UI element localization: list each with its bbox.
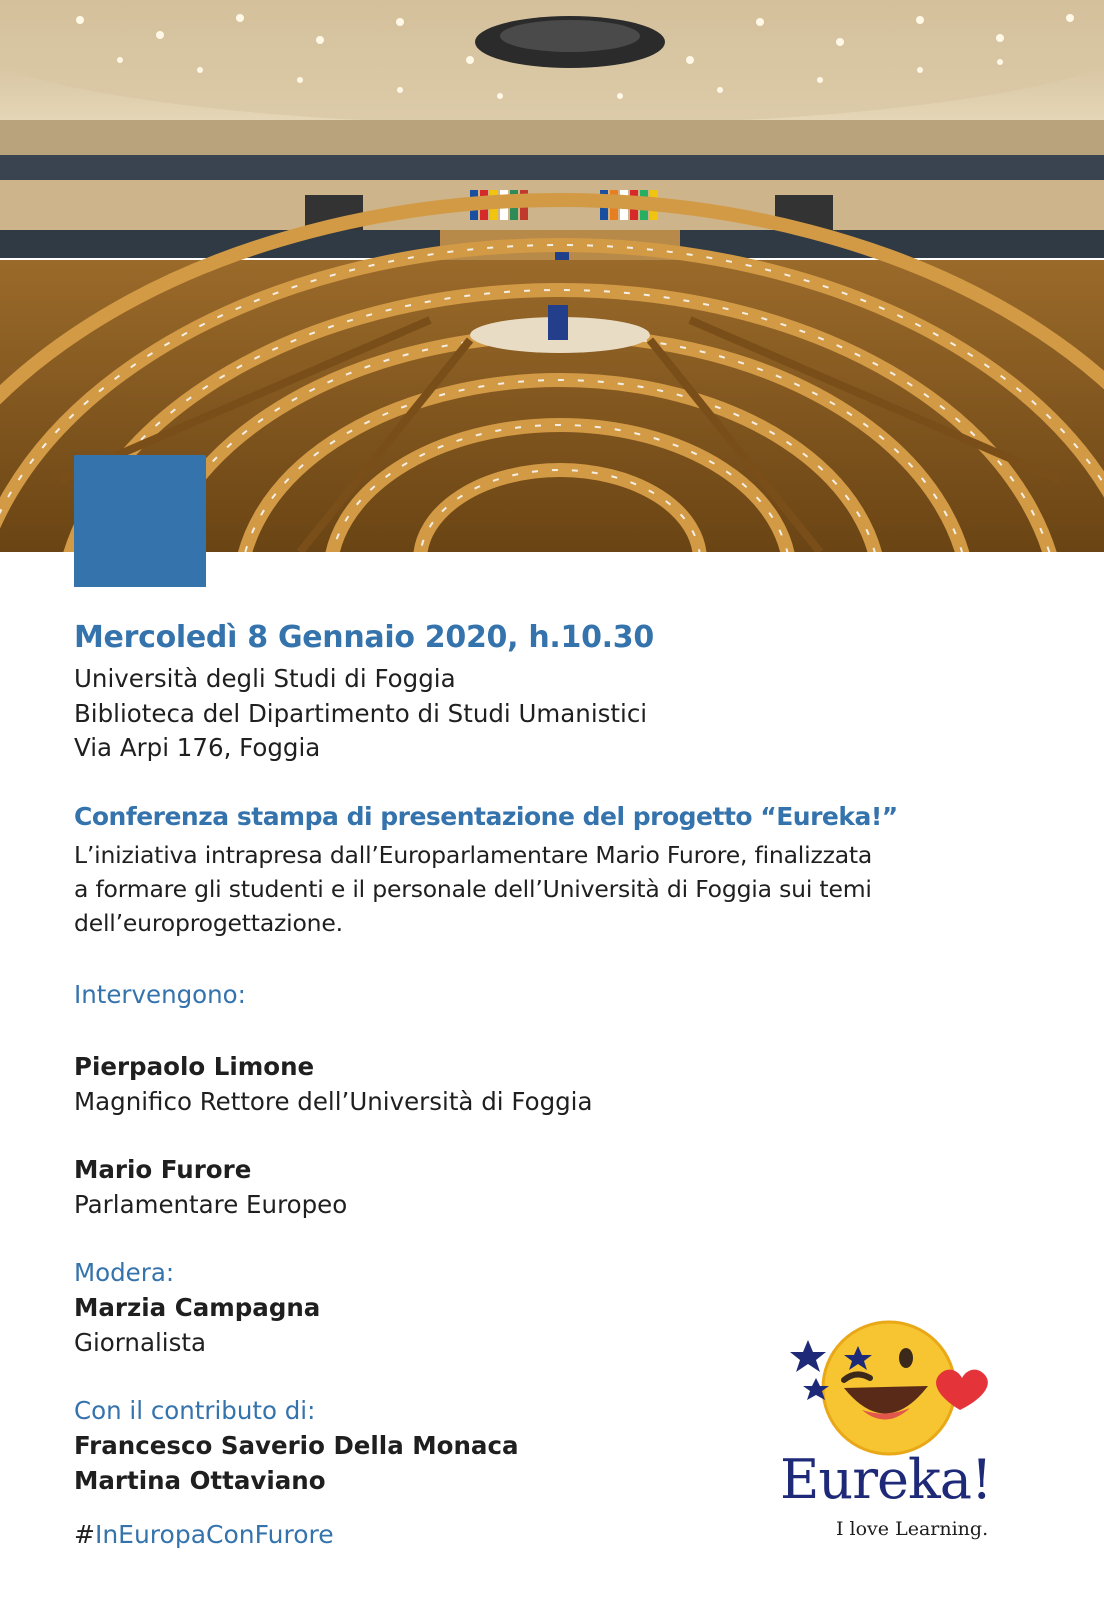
speakers-label: Intervengono: <box>74 980 246 1009</box>
description-line: a formare gli studenti e il personale dell’Università di Foggia sui temi <box>74 875 872 903</box>
address-line: Biblioteca del Dipartimento di Studi Umanistici <box>74 698 648 728</box>
speaker-name: Mario Furore <box>74 1155 252 1184</box>
event-address <box>74 662 647 766</box>
contributor-name: Francesco Saverio Della Monaca <box>74 1431 519 1460</box>
smiley-face-icon <box>823 1322 955 1454</box>
event-date-time: Mercoledì 8 Gennaio 2020, h.10.30 <box>74 620 654 655</box>
contributors-label: Con il contributo di: <box>74 1396 316 1425</box>
eureka-wordmark: Eureka! <box>780 1448 992 1511</box>
contributor-name: Martina Ottaviano <box>74 1466 326 1495</box>
moderator-label: Modera: <box>74 1258 175 1287</box>
speaker-role: Magnifico Rettore dell’Università di Foggia <box>74 1087 593 1116</box>
hashtag <box>74 1520 334 1549</box>
hashtag-mark: # <box>74 1520 95 1549</box>
description-line: L’iniziativa intrapresa dall’Europarlamentare Mario Furore, finalizzata <box>74 841 873 869</box>
conference-description <box>74 838 872 940</box>
address-line: Via Arpi 176, Foggia <box>74 733 321 762</box>
accent-square <box>74 455 206 587</box>
address-line: Università degli Studi di Foggia <box>74 664 456 693</box>
moderator-role: Giornalista <box>74 1328 206 1357</box>
speaker-role: Parlamentare Europeo <box>74 1190 348 1219</box>
moderator-name: Marzia Campagna <box>74 1293 321 1322</box>
hashtag-word: InEuropaConFurore <box>94 1520 334 1549</box>
eureka-tagline: I love Learning. <box>836 1518 989 1540</box>
conference-title: Conferenza stampa di presentazione del progetto “Eureka!” <box>74 802 898 831</box>
speaker-name: Pierpaolo Limone <box>74 1052 315 1081</box>
description-line: dell’europrogettazione. <box>74 909 343 937</box>
